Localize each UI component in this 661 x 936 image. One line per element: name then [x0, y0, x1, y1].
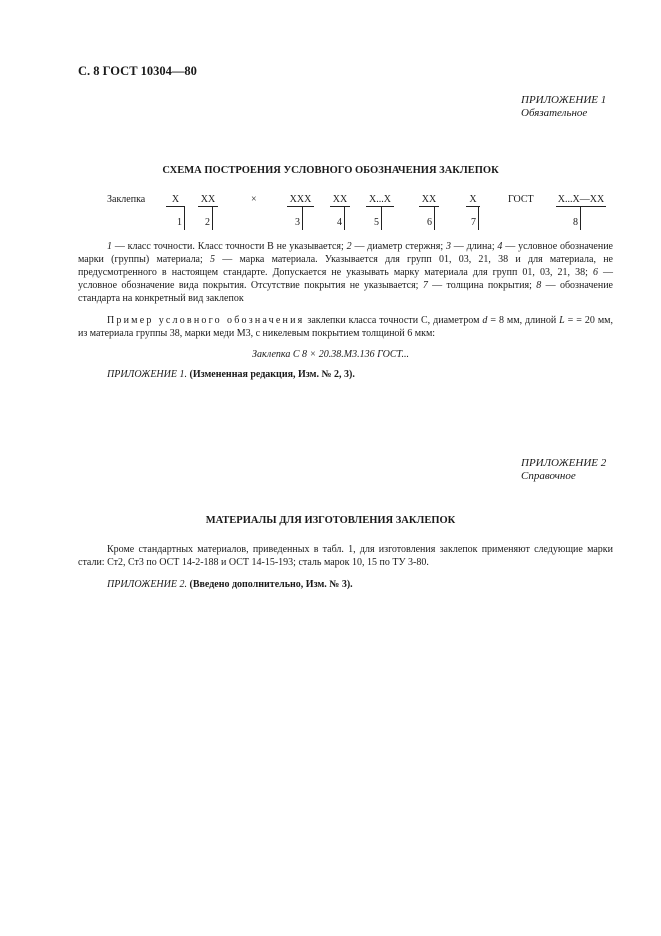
scheme-field-7: Х: [469, 194, 477, 205]
scheme-leader: [478, 207, 479, 230]
scheme-number-5: 5: [374, 217, 379, 228]
scheme-underline: [198, 206, 218, 207]
scheme-leader: [212, 207, 213, 230]
scheme-underline: [287, 206, 314, 207]
scheme-field-1: Х: [171, 194, 180, 205]
scheme-times: ×: [251, 194, 257, 205]
scheme-leader: [434, 207, 435, 230]
appendix-2-label: ПРИЛОЖЕНИЕ 2: [521, 457, 607, 469]
scheme-field-2: ХХ: [200, 194, 216, 205]
scheme-field-6: ХХ: [421, 194, 437, 205]
scheme-leader: [344, 207, 345, 230]
scheme-underline: [166, 206, 185, 207]
scheme-number-2: 2: [205, 217, 210, 228]
scheme-number-3: 3: [295, 217, 300, 228]
example-designation: Заклепка С 8 × 20.38.М3.136 ГОСТ...: [252, 349, 409, 360]
scheme-number-4: 4: [337, 217, 342, 228]
appendix-2-text: Кроме стандартных материалов, приведенных в табл. 1, для изготовления заклепок применяют следующие марки стали: Ст2, Ст3 по ОСТ 14-2-188 и ОСТ 14-15-193; сталь марок 10, 15 по ТУ 3-80.: [78, 544, 613, 568]
page-header: С. 8 ГОСТ 10304—80: [78, 64, 197, 78]
appendix-2-note: ПРИЛОЖЕНИЕ 2. (Введено дополнительно, Изм. № 3).: [107, 579, 353, 590]
scheme-leader: [302, 207, 303, 230]
scheme-field-4: ХХ: [332, 194, 348, 205]
appendix-1-title: СХЕМА ПОСТРОЕНИЯ УСЛОВНОГО ОБОЗНАЧЕНИЯ ЗАКЛЕПОК: [162, 165, 499, 176]
scheme-field-3: ХХХ: [289, 194, 312, 205]
appendix-2-block: [521, 457, 606, 483]
scheme-number-6: 6: [427, 217, 432, 228]
scheme-underline: [556, 206, 606, 207]
scheme-word: Заклепка: [107, 194, 146, 205]
appendix-1-note: ПРИЛОЖЕНИЕ 1. (Измененная редакция, Изм. № 2, 3).: [107, 369, 355, 380]
scheme-leader: [381, 207, 382, 230]
appendix-2-title: МАТЕРИАЛЫ ДЛЯ ИЗГОТОВЛЕНИЯ ЗАКЛЕПОК: [205, 515, 456, 526]
scheme-leader: [184, 207, 185, 230]
appendix-1-block: [521, 94, 606, 120]
appendix-1-status: Обязательное: [521, 107, 588, 119]
scheme-field-5: Х...Х: [369, 194, 391, 205]
scheme-underline: [419, 206, 439, 207]
scheme-underline: [330, 206, 350, 207]
scheme-legend: 1 — класс точности. Класс точности В не указывается; 2 — диаметр стержня; 3 — длина; 4 — условное обозначение марки (группы) материала; 5 — марка материала. Указывается для групп 01, 03, 21, 38 и для материала, не предусмотренного в настоящем стандарте. Допускается не указывать марку материала для групп 01, 03, 21, 38; 6 — условное обозначение вида покрытия. Отсутствие покрытия не указывается; 7 — толщина покрытия; 8 — обозначение стандарта на конкретный вид заклепок: [78, 241, 614, 304]
scheme-field-8: Х...Х—ХХ: [557, 194, 605, 205]
scheme-underline: [366, 206, 394, 207]
scheme-number-7: 7: [471, 217, 476, 228]
scheme-gost: ГОСТ: [508, 194, 534, 205]
appendix-2-status: Справочное: [521, 470, 576, 482]
example-paragraph: Пример условного обозначения заклепки класса точности С, диаметром d = 8 мм, длиной L = = 20 мм, из материала группы 38, марки меди М3, с никелевым покрытием толщиной 6 мкм:: [78, 315, 613, 339]
scheme-leader: [580, 207, 581, 230]
scheme-number-8: 8: [573, 217, 578, 228]
scheme-number-1: 1: [177, 217, 182, 228]
appendix-1-label: ПРИЛОЖЕНИЕ 1: [521, 94, 607, 106]
